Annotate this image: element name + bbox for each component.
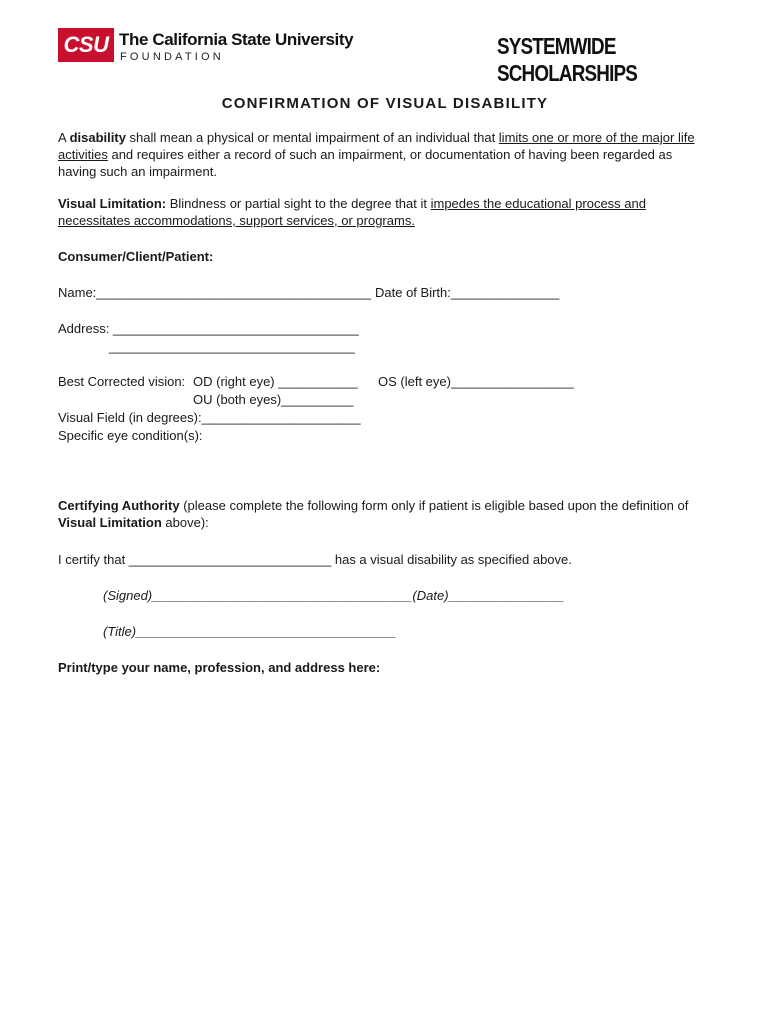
certify-instruction-end: above): <box>161 515 209 530</box>
certify-field[interactable]: I certify that ____________________________ has a visual disability as specified above. <box>58 552 572 567</box>
def-underlined: limits one or more of the major life activities <box>58 130 695 162</box>
csu-logo: CSU <box>58 28 114 62</box>
patient-heading: Consumer/Client/Patient: <box>58 249 214 264</box>
dob-field[interactable]: Date of Birth:_______________ <box>375 285 560 300</box>
visual-term: Visual Limitation: <box>58 196 167 211</box>
title-field[interactable] <box>103 623 396 640</box>
os-field[interactable]: OS (left eye)_________________ <box>378 374 574 389</box>
address-field-2[interactable]: __________________________________ <box>109 339 355 354</box>
certify-heading: Certifying Authority <box>58 498 180 513</box>
certify-instruction-text: (please complete the following form only if patient is eligible based upon the definition of <box>179 498 689 513</box>
visual-part1: Blindness or partial sight to the degree that it <box>166 196 431 211</box>
print-instruction: Print/type your name, profession, and address here: <box>58 660 381 675</box>
def-prefix: A <box>58 130 70 145</box>
org-subtitle: FOUNDATION <box>120 51 224 63</box>
signed-date-text: (Signed)____________________________________(Date)________________ <box>103 588 565 603</box>
def-part1: shall mean a physical or mental impairment of an individual that <box>125 130 499 145</box>
visual-underlined: impedes the educational process and necessitates accommodations, support services, or programs. <box>58 196 646 228</box>
org-name: The California State University <box>119 30 354 49</box>
def-part2: and requires either a record of such an impairment, or documentation of having been regarded as having such an impairment. <box>58 147 673 179</box>
signed-date-field[interactable] <box>103 587 564 604</box>
program-title: SYSTEMWIDE SCHOLARSHIPS <box>497 33 638 86</box>
title-text: (Title)____________________________________ <box>103 624 397 639</box>
visual-field-field[interactable]: Visual Field (in degrees):______________________ <box>58 410 361 425</box>
ou-field[interactable]: OU (both eyes)__________ <box>193 392 354 407</box>
page-title: CONFIRMATION OF VISUAL DISABILITY <box>221 95 549 112</box>
certify-instruction <box>58 497 708 531</box>
eye-condition-field[interactable]: Specific eye condition(s): <box>58 428 203 443</box>
od-field[interactable]: OD (right eye) ___________ <box>193 374 358 389</box>
name-field[interactable]: Name:______________________________________ <box>58 285 372 300</box>
def-term: disability <box>69 130 126 145</box>
certify-instruction-bold: Visual Limitation <box>58 515 162 530</box>
vision-label: Best Corrected vision: <box>58 374 186 389</box>
address-field-1[interactable]: Address: __________________________________ <box>58 321 359 336</box>
visual-limitation-definition <box>58 195 708 229</box>
disability-definition <box>58 129 708 180</box>
